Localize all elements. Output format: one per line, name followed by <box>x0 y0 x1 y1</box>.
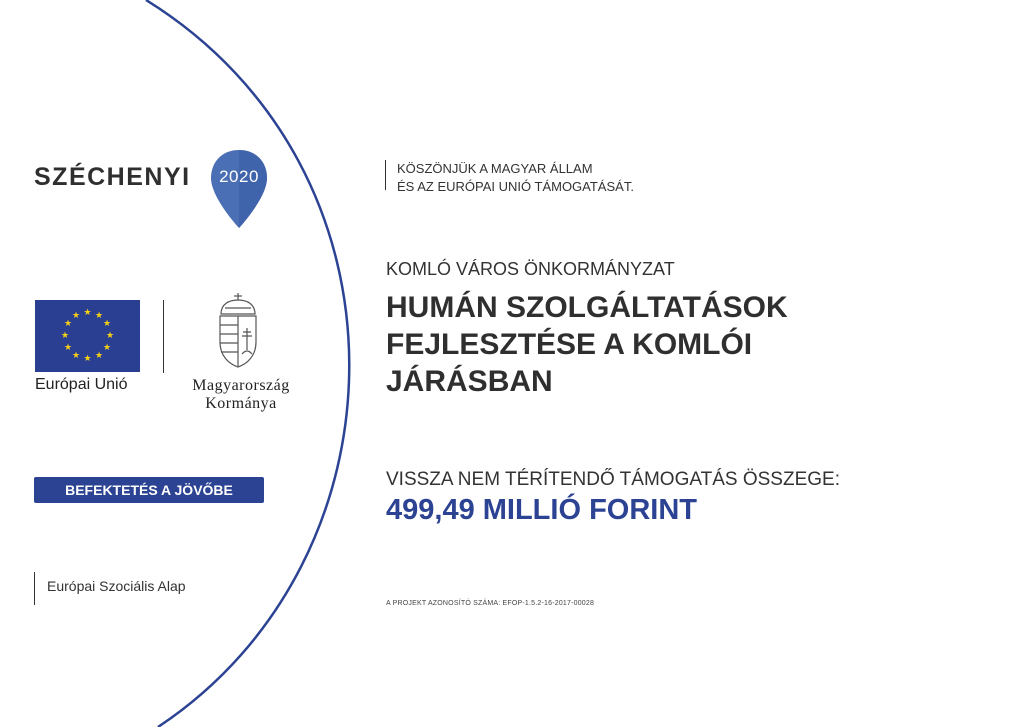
svg-text:★: ★ <box>94 351 104 361</box>
svg-text:★: ★ <box>83 308 92 318</box>
svg-text:★: ★ <box>60 331 70 341</box>
svg-text:★: ★ <box>71 311 81 321</box>
svg-text:★: ★ <box>105 331 115 341</box>
project-title-line1: HUMÁN SZOLGÁLTATÁSOK <box>386 291 788 324</box>
svg-text:★: ★ <box>102 343 112 353</box>
organization-name: KOMLÓ VÁROS ÖNKORMÁNYZAT <box>386 259 675 279</box>
svg-text:★: ★ <box>63 319 73 329</box>
project-title-line2: FEJLESZTÉSE A KOMLÓI <box>386 328 753 361</box>
thanks-line1: KÖSZÖNJÜK A MAGYAR ÁLLAM <box>397 161 593 176</box>
government-label-line1: Magyarország <box>192 377 290 394</box>
fund-label: Európai Szociális Alap <box>47 578 186 594</box>
support-amount: 499,49 MILLIÓ FORINT <box>386 494 697 526</box>
location-pin-icon <box>208 148 270 230</box>
logo-year: 2020 <box>219 167 259 186</box>
support-label: VISSZA NEM TÉRÍTENDŐ TÁMOGATÁS ÖSSZEGE: <box>386 469 840 490</box>
investment-banner: BEFEKTETÉS A JÖVŐBE <box>34 477 264 503</box>
szechenyi-logo-text: SZÉCHENYI <box>34 163 191 191</box>
eu-label: Európai Unió <box>35 376 128 393</box>
hungarian-coat-of-arms-icon <box>215 292 261 368</box>
government-label-line2: Kormánya <box>205 395 277 412</box>
thanks-line2: ÉS AZ EURÓPAI UNIÓ TÁMOGATÁSÁT. <box>397 179 634 194</box>
eu-flag-icon <box>35 300 140 372</box>
svg-text:★: ★ <box>83 354 92 364</box>
thanks-divider <box>385 160 386 190</box>
logo-divider <box>163 300 164 373</box>
svg-text:★: ★ <box>102 319 112 329</box>
svg-text:★: ★ <box>63 343 73 353</box>
project-id: A PROJEKT AZONOSÍTÓ SZÁMA: EFOP-1.5.2-16-2017-00028 <box>386 600 595 607</box>
fund-divider <box>34 572 35 605</box>
svg-text:★: ★ <box>71 351 81 361</box>
project-title <box>386 289 946 400</box>
svg-text:★: ★ <box>94 311 104 321</box>
project-title-line3: JÁRÁSBAN <box>386 365 553 398</box>
